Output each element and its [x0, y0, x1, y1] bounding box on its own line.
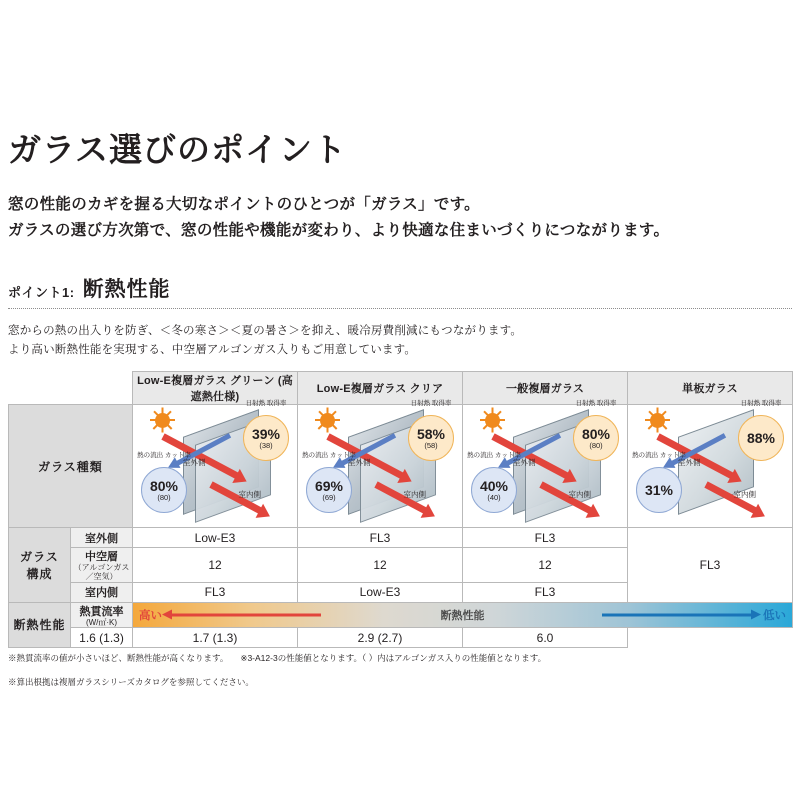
- indoor-side-label-2: 室内側: [568, 490, 591, 499]
- solar-gain-caption-2: 日射熱 取得率: [575, 400, 617, 407]
- sub-label-cavity: [71, 548, 133, 583]
- solar-gain-badge-2: [573, 400, 619, 461]
- value-indoor-1: Low-E3: [298, 582, 463, 602]
- solar-gain-badge-3: [738, 400, 784, 461]
- indoor-side-label-3: 室内側: [733, 490, 756, 499]
- description-line-2: より高い断熱性能を実現する、中空層アルゴンガス入りもご用意しています。: [8, 344, 417, 357]
- sub-label-outdoor: 室外側: [71, 528, 133, 548]
- heat-cut-value-2: 40%: [479, 477, 509, 494]
- solar-gain-badge-1: [408, 400, 454, 461]
- heat-cut-caption-2: 熱の流出 カット率: [467, 452, 521, 459]
- heat-cut-badge-2: [467, 452, 521, 513]
- row-label-insulation: 断熱性能: [9, 602, 71, 648]
- point-title: 断熱性能: [82, 277, 171, 301]
- glass-diagram-2: [463, 400, 627, 527]
- footnote-1: ※3-A12-3の性能値となります。（ ）内はアルゴンガス入りの性能値となります。: [240, 653, 547, 664]
- perf-arrow-right-icon: [602, 613, 752, 616]
- performance-gradient-bar: [133, 602, 793, 628]
- solar-gain-caption-0: 日射熱 取得率: [245, 400, 287, 407]
- glass-diagram-cell-0: [133, 400, 298, 528]
- column-header-1: Low-E複層ガラス クリア: [298, 372, 463, 405]
- perf-right-label: 低い: [763, 609, 786, 622]
- heat-cut-badge-1: [302, 452, 356, 513]
- description-line-1: 窓からの熱の出入りを防ぎ、＜冬の寒さ＞＜夏の暑さ＞を抑え、暖冷房費削減にもつながります。: [8, 324, 523, 337]
- column-header-0: Low-E複層ガラス グリーン (高遮熱仕様): [133, 372, 298, 405]
- heat-cut-caption-0: 熱の流出 カット率: [137, 452, 191, 459]
- row-label-composition-line1: ガラス: [20, 549, 59, 564]
- perf-center-label: 断熱性能: [440, 609, 485, 622]
- footnote-0: ※熱貫流率の値が小さいほど、断熱性能が高くなります。: [8, 653, 229, 664]
- solar-gain-badge-0: [243, 400, 289, 461]
- table-header-row: [9, 372, 793, 405]
- solar-gain-sub-1: (58): [424, 440, 438, 450]
- heat-cut-value-0: 80%: [149, 477, 179, 494]
- u-value-3: 6.0: [463, 628, 628, 648]
- solar-gain-sub-0: (38): [259, 440, 273, 450]
- u-value-0: 1.6 (1.3): [71, 628, 133, 648]
- heat-cut-caption-3: 熱の流出 カット率: [632, 452, 686, 459]
- value-single-pane-3: FL3: [628, 528, 793, 603]
- value-outdoor-2: FL3: [463, 528, 628, 548]
- outdoor-side-label-1: 室外側: [348, 458, 371, 467]
- heat-cut-badge-0: [137, 452, 191, 513]
- table-row-u-values: [9, 628, 793, 648]
- lead-line-2: ガラスの選び方次第で、窓の性能や機能が変わり、より快適な住まいづくりにつながります。: [8, 222, 670, 240]
- table-row-outdoor: [9, 528, 793, 548]
- solar-gain-value-3: 88%: [746, 429, 776, 446]
- page-title: ガラス選びのポイント: [8, 131, 348, 168]
- sub-label-u-value-text: 熱貫流率: [79, 605, 124, 618]
- value-outdoor-1: FL3: [298, 528, 463, 548]
- u-value-2: 2.9 (2.7): [298, 628, 463, 648]
- sub-label-u-value: [71, 602, 133, 628]
- lead-paragraph: [8, 192, 792, 245]
- glass-diagram-1: [298, 400, 462, 527]
- sub-label-cavity-note: （アルゴンガス／空気）: [73, 563, 130, 581]
- perf-arrow-left-icon: [171, 613, 321, 616]
- footnote-2: ※算出根拠は複層ガラスシリーズカタログを参照してください。: [8, 677, 254, 688]
- description-paragraph: [8, 322, 792, 361]
- glass-comparison-table: [8, 371, 793, 648]
- heat-cut-caption-1: 熱の流出 カット率: [302, 452, 356, 459]
- table-row-perf-bar: [9, 602, 793, 628]
- heat-cut-value-1: 69%: [314, 477, 344, 494]
- lead-line-1: 窓の性能のカギを握る大切なポイントのひとつが「ガラス」です。: [8, 195, 480, 213]
- value-indoor-2: FL3: [463, 582, 628, 602]
- indoor-side-label-1: 室内側: [403, 490, 426, 499]
- footnotes: [8, 653, 792, 689]
- sub-label-u-value-unit: (W/㎡·K): [85, 617, 118, 627]
- value-cavity-2: 12: [463, 548, 628, 583]
- row-label-composition-line2: 構成: [26, 566, 53, 581]
- indoor-side-label-0: 室内側: [238, 490, 261, 499]
- solar-gain-value-0: 39%: [251, 425, 281, 442]
- heat-cut-sub-0: (80): [157, 492, 171, 502]
- glass-diagram-cell-2: [463, 400, 628, 528]
- value-outdoor-0: Low-E3: [133, 528, 298, 548]
- solar-gain-sub-2: (80): [589, 440, 603, 450]
- sub-label-indoor: 室内側: [71, 582, 133, 602]
- header-blank-cell: [9, 372, 133, 405]
- point-label: ポイント1:: [8, 284, 75, 300]
- solar-gain-value-1: 58%: [416, 425, 446, 442]
- heat-cut-sub-1: (69): [322, 492, 336, 502]
- content-area: [8, 130, 792, 689]
- solar-gain-caption-3: 日射熱 取得率: [740, 400, 782, 407]
- column-header-2: 一般複層ガラス: [463, 372, 628, 405]
- glass-diagram-0: [133, 400, 297, 527]
- table-row-glass-type: [9, 405, 793, 528]
- glass-diagram-3: [628, 400, 792, 527]
- column-header-3: 単板ガラス: [628, 372, 793, 405]
- value-indoor-0: FL3: [133, 582, 298, 602]
- u-value-1: 1.7 (1.3): [133, 628, 298, 648]
- perf-left-label: 高い: [139, 609, 162, 622]
- glass-diagram-cell-1: [298, 400, 463, 528]
- outdoor-side-label-0: 室外側: [183, 458, 206, 467]
- glass-diagram-cell-3: [628, 400, 793, 528]
- heat-cut-badge-3: [632, 452, 686, 513]
- performance-bar-inner: [133, 603, 792, 628]
- row-label-glass-type: ガラス種類: [9, 405, 133, 528]
- value-cavity-0: 12: [133, 548, 298, 583]
- sub-label-cavity-text: 中空層: [85, 551, 118, 563]
- value-cavity-1: 12: [298, 548, 463, 583]
- solar-gain-value-2: 80%: [581, 425, 611, 442]
- heat-cut-value-3: 31%: [644, 481, 674, 498]
- heat-cut-sub-2: (40): [487, 492, 501, 502]
- row-label-composition: [9, 528, 71, 603]
- outdoor-side-label-3: 室外側: [678, 458, 701, 467]
- point-heading: [8, 273, 792, 309]
- solar-gain-caption-1: 日射熱 取得率: [410, 400, 452, 407]
- outdoor-side-label-2: 室外側: [513, 458, 536, 467]
